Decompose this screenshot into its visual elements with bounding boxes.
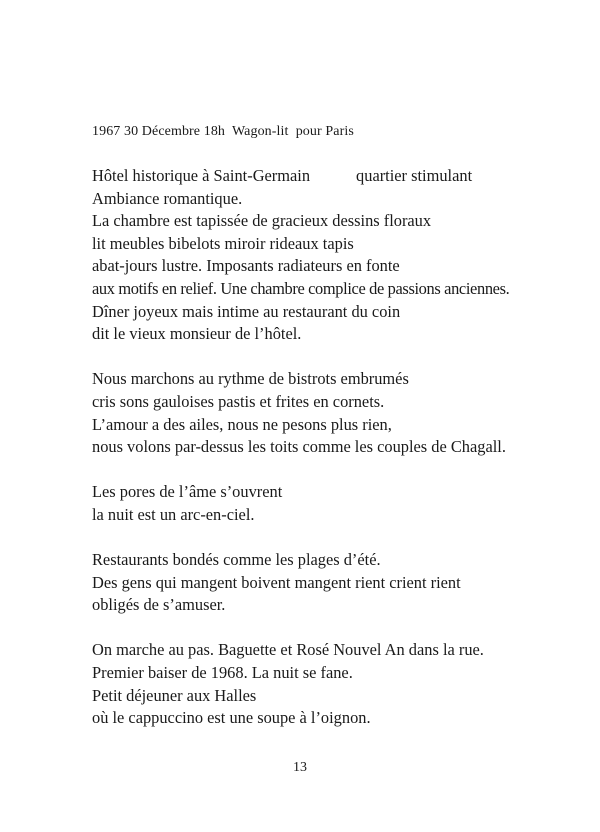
poem-line: Petit déjeuner aux Halles <box>92 685 257 705</box>
poem-line-right: quartier stimulant <box>356 166 473 185</box>
poem-line: Les pores de l’âme s’ouvrent <box>92 482 283 502</box>
poem-line: dit le vieux monsieur de l’hôtel. <box>92 324 302 344</box>
poem-line: aux motifs en relief. Une chambre complice de passions anciennes. <box>92 278 510 298</box>
stanza <box>92 165 562 346</box>
poem-line: nous volons par-dessus les toits comme les couples de Chagall. <box>92 437 506 457</box>
poem-line: lit meubles bibelots miroir rideaux tapis <box>92 233 354 253</box>
poem-line: Restaurants bondés comme les plages d’été. <box>92 550 381 570</box>
poem-line: La chambre est tapissée de gracieux dessins floraux <box>92 211 432 231</box>
poem-line: abat-jours lustre. Imposants radiateurs en fonte <box>92 256 400 276</box>
poem-line: On marche au pas. Baguette et Rosé Nouvel An dans la rue. <box>92 640 484 660</box>
poem-line: Dîner joyeux mais intime au restaurant du coin <box>92 301 401 321</box>
stanza <box>92 549 562 617</box>
poem-body <box>92 165 562 730</box>
poem-line: Ambiance romantique. <box>92 188 243 208</box>
poem-line: Nous marchons au rythme de bistrots embrumés <box>92 369 409 389</box>
poem-line: Des gens qui mangent boivent mangent rient crient rient <box>92 572 461 592</box>
stanza <box>92 481 562 526</box>
poem-line <box>92 165 562 188</box>
poem-line: Premier baiser de 1968. La nuit se fane. <box>92 663 353 683</box>
entry-heading: 1967 30 Décembre 18h Wagon-lit pour Paris <box>92 124 354 139</box>
page-number: 13 <box>293 760 307 775</box>
poem-line: la nuit est un arc-en-ciel. <box>92 504 255 524</box>
stanza <box>92 639 562 729</box>
poem-line: obligés de s’amuser. <box>92 595 226 615</box>
poem-line: L’amour a des ailes, nous ne pesons plus rien, <box>92 414 392 434</box>
poem-line: cris sons gauloises pastis et frites en cornets. <box>92 391 385 411</box>
poem-line: où le cappuccino est une soupe à l’oignon. <box>92 708 371 728</box>
poem-line-left: Hôtel historique à Saint-Germain <box>92 166 311 185</box>
stanza <box>92 368 562 458</box>
